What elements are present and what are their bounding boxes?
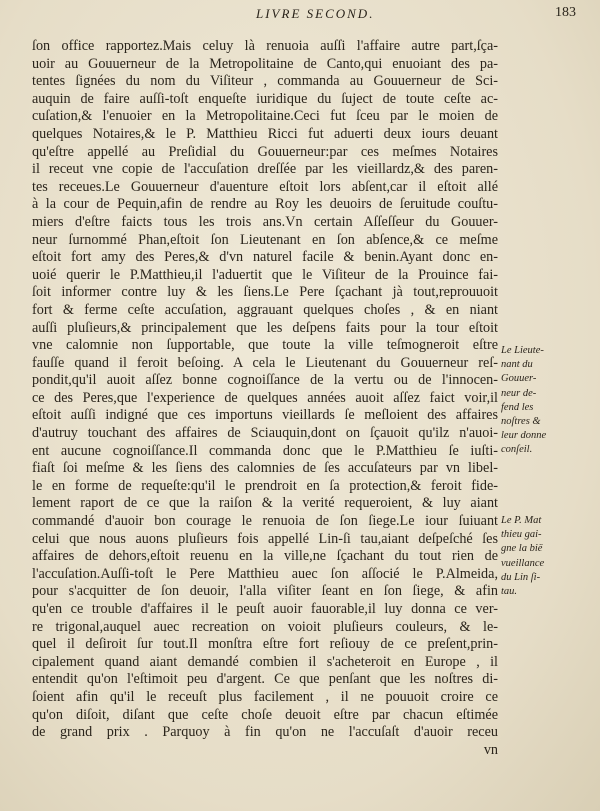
- margin-note-line: Gouuer-: [501, 373, 537, 385]
- text-line: affaires de dehors,eſtoit reuenu en la ville,ne ſçachant du tout rien de: [32, 548, 498, 565]
- text-line: fauſſe quand il feroit beſoing. A cela le Lieutenant du Gouuerneur reſ-: [32, 354, 498, 371]
- text-line: ſoit informer contre luy & les ſiens.Le Pere ſçachant jà tout,reprouuoit: [32, 284, 498, 301]
- text-line: lement raport de ce que la raiſon & la verité requeroient, & luy aiant: [32, 495, 498, 512]
- margin-note-line: vueillance: [501, 557, 545, 569]
- text-line: auquin de faire auſſi-toſt enqueſte iuridique du ſuject de toute ceſte ac-: [32, 90, 498, 107]
- margin-note-line: gne la bië: [501, 543, 543, 555]
- text-line: il receut vne copie de l'accuſation dreſſée par les vieillardz,& des paren-: [32, 161, 498, 178]
- text-line: ce des Peres,que l'experience de quelques années auoit aſſez faict voir,il: [32, 389, 498, 406]
- text-line: re trigonal,auquel auec recreation on voioit pluſieurs couleurs, & le-: [32, 618, 498, 635]
- text-line: pour s'acquitter de ſon deuoir, l'alla viſiter ſeant en ſon ſiege, & afin: [32, 583, 498, 600]
- text-line: celui que nous auons pluſieurs fois appellé Lin-ſi tau,aiant deſpeſché ſes: [32, 530, 498, 547]
- margin-note-line: neur de-: [501, 387, 537, 399]
- text-line: vne calomnie non ſupportable, que toute la ville teſmogneroit eſtre: [32, 337, 498, 354]
- text-line: uoié querir le P.Matthieu,il l'aduertit que le Viſiteur de la Prouince fai-: [32, 266, 498, 283]
- text-line: ſon office rapportez.Mais celuy là renuoia auſſi l'affaire autre part,ſça-: [32, 38, 498, 54]
- text-line: l'accuſation.Auſſi-toſt le Pere Matthieu auec ſon aſſocié le P.Almeida,: [32, 565, 498, 582]
- text-line: commandé d'auoir bon courage le renuoia de ſon ſiege.Le iour ſuiuant: [32, 513, 498, 530]
- margin-note-line: nant du: [501, 359, 533, 371]
- text-line: cuſation,& l'enuoier en la Metropolitaine.Ceci fut ſceu par le moien de: [32, 108, 498, 125]
- main-text-column: [32, 38, 498, 759]
- text-line: quel il deſiroit ſur tout.Il monſtra eſtre fort reſiouy de ce preſent,prin-: [32, 636, 498, 653]
- text-line: tes receues.Le Gouuerneur d'auenture eſtoit lors abſent,car il eſtoit allé: [32, 178, 498, 195]
- text-line: d'autruy touchant des affaires de Sciauquin,dont on ſçauoit qu'ilz n'auoi-: [32, 425, 498, 442]
- margin-note-line: du Lin ſi-: [501, 571, 541, 583]
- margin-note-matthieu: [501, 514, 595, 599]
- margin-note-line: Le P. Mat: [501, 515, 542, 526]
- text-line: uoir au Gouuerneur de la Metropolitaine de Canto,qui enuoiant des pa-: [32, 55, 498, 72]
- text-line: ent aucune cognoiſſance.Il commanda donc que le P.Matthieu ſe iuſti-: [32, 442, 498, 459]
- margin-note-line: conſeil.: [501, 444, 533, 456]
- text-line: pondit,qu'il auoit aſſez bonne cognoiſſance de la vertu ou de l'innocen-: [32, 372, 498, 389]
- text-line: fiaſt ſoi meſme & les ſiens des calomnies de ſes accuſateurs par vn libel-: [32, 460, 498, 477]
- text-line: neur ſurnommé Phan,eſtoit ſon Lieutenant en ſon abſence,& ce meſme: [32, 231, 498, 248]
- text-line: eſtoit auſſi indigné que ces importuns vieillards ſe meſloient des affaires: [32, 407, 498, 424]
- text-line: à la cour de Pequin,afin de rendre au Roy les deuoirs de ſeruitude couſtu-: [32, 196, 498, 213]
- text-line: quelques Notaires,& le P. Matthieu Ricci fut aduerti deux iours deuant: [32, 125, 498, 142]
- text-line: de grand prix . Parquoy à fin qu'on ne l'accuſaſt d'auoir receu: [32, 724, 498, 741]
- running-title: LIVRE SECOND.: [256, 6, 375, 21]
- text-line: qu'en ce trouble d'affaires il le peuſt auoir fauorable,il luy donna ce ver-: [32, 601, 498, 617]
- text-line: entendit qu'on l'eſtimoit peu d'argent. Ce que penſant que les noſtres di-: [32, 671, 498, 688]
- margin-note-line: thieu gai-: [501, 529, 542, 541]
- text-line: qu'on diſoit, diſant que ceſte choſe deuoit eſtre par chacun eſtimée: [32, 706, 498, 723]
- margin-note-line: Le Lieute-: [501, 345, 544, 356]
- text-line: tentes ſignées du nom du Viſiteur , commanda au Gouuerneur de Sci-: [32, 73, 498, 90]
- text-line: cipalement quand aiant demandé combien il s'acheteroit en Europe , il: [32, 653, 498, 670]
- text-line: miers d'eſtre faicts tous les trois ans.Vn certain Aſſeſſeur du Gouuer-: [32, 213, 498, 230]
- text-line: vn: [483, 741, 498, 758]
- margin-note-line: tau.: [501, 585, 518, 597]
- text-line: eſtoit fort amy des Peres,& d'vn naturel facile & benin.Ayant donc en-: [32, 249, 498, 266]
- text-line: fort & ferme ceſte accuſation, aggrauant quelques choſes , & en niant: [32, 301, 498, 318]
- page-number: 183: [555, 5, 576, 20]
- margin-note-line: fend les: [501, 401, 534, 413]
- text-line: qu'eſtre appellé au Preſidial du Gouuerneur:par ces meſmes Notaires: [32, 143, 498, 160]
- page-header: [0, 4, 600, 26]
- text-line: auſſi pluſieurs,& principalement que les deſpens faits pour la tour eſtoit: [32, 319, 498, 336]
- text-line: le en forme de requeſte:qu'il le prendroit en ſa protection,& feroit fide-: [32, 477, 498, 494]
- margin-note-line: noſtres &: [501, 415, 541, 427]
- margin-note-lieutenant: [501, 344, 595, 458]
- text-line: ſoient afin qu'il le receuſt plus facilement , il ne pouuoit croire ce: [32, 688, 498, 705]
- margin-note-line: leur donne: [501, 430, 547, 442]
